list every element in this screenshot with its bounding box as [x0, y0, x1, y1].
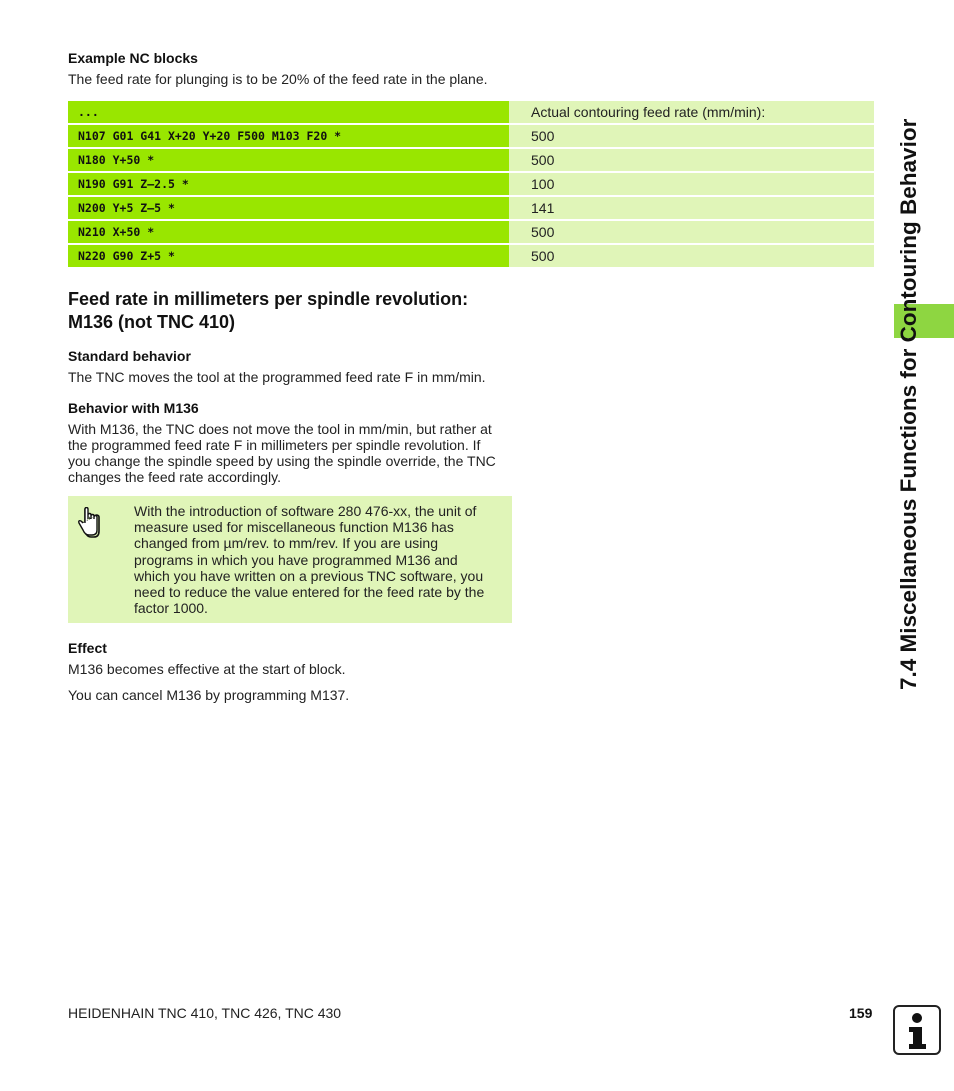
example-heading: Example NC blocks [68, 50, 198, 66]
page-number: 159 [849, 1005, 873, 1021]
nc-table [68, 101, 874, 269]
example-intro: The feed rate for plunging is to be 20% of the feed rate in the plane. [68, 71, 488, 87]
nc-code-cell: N190 G91 Z–2.5 * [68, 173, 509, 195]
behavior-paragraph [68, 421, 496, 485]
effect-heading: Effect [68, 640, 107, 656]
table-row [68, 245, 874, 267]
note-line: measure used for miscellaneous function M136 has [134, 519, 454, 536]
note-line: which you have written on a previous TNC software, you [134, 567, 484, 584]
nc-code-cell: N200 Y+5 Z–5 * [68, 197, 509, 219]
nc-value-cell: Actual contouring feed rate (mm/min): [509, 101, 874, 123]
nc-code-cell: N210 X+50 * [68, 221, 509, 243]
standard-heading: Standard behavior [68, 348, 191, 364]
footer-text: HEIDENHAIN TNC 410, TNC 426, TNC 430 [68, 1005, 342, 1021]
note-line: With the introduction of software 280 476-xx, the unit of [134, 503, 477, 519]
paragraph-line: changes the feed rate accordingly. [68, 469, 281, 485]
note-box [68, 496, 512, 623]
effect-line: You can cancel M136 by programming M137. [68, 687, 350, 703]
note-line: changed from µm/rev. to mm/rev. If you are using [134, 535, 438, 552]
info-icon [893, 1005, 941, 1055]
effect-line: M136 becomes effective at the start of block. [68, 661, 346, 677]
table-row [68, 149, 874, 171]
table-row [68, 125, 874, 147]
paragraph-line: you change the spindle speed by using the spindle override, the TNC [68, 453, 496, 469]
info-glyph [895, 1007, 939, 1053]
section-title-line: M136 (not TNC 410) [68, 312, 236, 332]
section-title-line: Feed rate in millimeters per spindle revolution: [68, 289, 469, 309]
behavior-heading: Behavior with M136 [68, 400, 199, 416]
nc-code-cell: N107 G01 G41 X+20 Y+20 F500 M103 F20 * [68, 125, 509, 147]
nc-value-cell: 100 [509, 173, 874, 195]
nc-value-cell: 141 [509, 197, 874, 219]
paragraph-line: the programmed feed rate F in millimeters per spindle revolution. If [68, 437, 481, 453]
nc-code-cell: N220 G90 Z+5 * [68, 245, 509, 267]
chapter-title: 7.4 Miscellaneous Functions for Contouring Behavior [896, 118, 921, 690]
nc-code-cell: ... [68, 101, 509, 123]
nc-value-cell: 500 [509, 125, 874, 147]
nc-code-cell: N180 Y+50 * [68, 149, 509, 171]
table-row [68, 101, 874, 123]
table-row [68, 197, 874, 219]
note-text [134, 503, 504, 616]
pointing-hand-icon [78, 507, 102, 541]
nc-value-cell: 500 [509, 149, 874, 171]
nc-value-cell: 500 [509, 221, 874, 243]
note-line: factor 1000. [134, 600, 208, 617]
standard-text: The TNC moves the tool at the programmed feed rate F in mm/min. [68, 369, 486, 385]
note-line: need to reduce the value entered for the feed rate by the [134, 584, 485, 601]
paragraph-line: With M136, the TNC does not move the tool in mm/min, but rather at [68, 421, 492, 437]
table-row [68, 173, 874, 195]
table-row [68, 221, 874, 243]
nc-value-cell: 500 [509, 245, 874, 267]
section-title [68, 288, 468, 334]
note-line: programs in which you have programmed M136 and [134, 551, 458, 568]
